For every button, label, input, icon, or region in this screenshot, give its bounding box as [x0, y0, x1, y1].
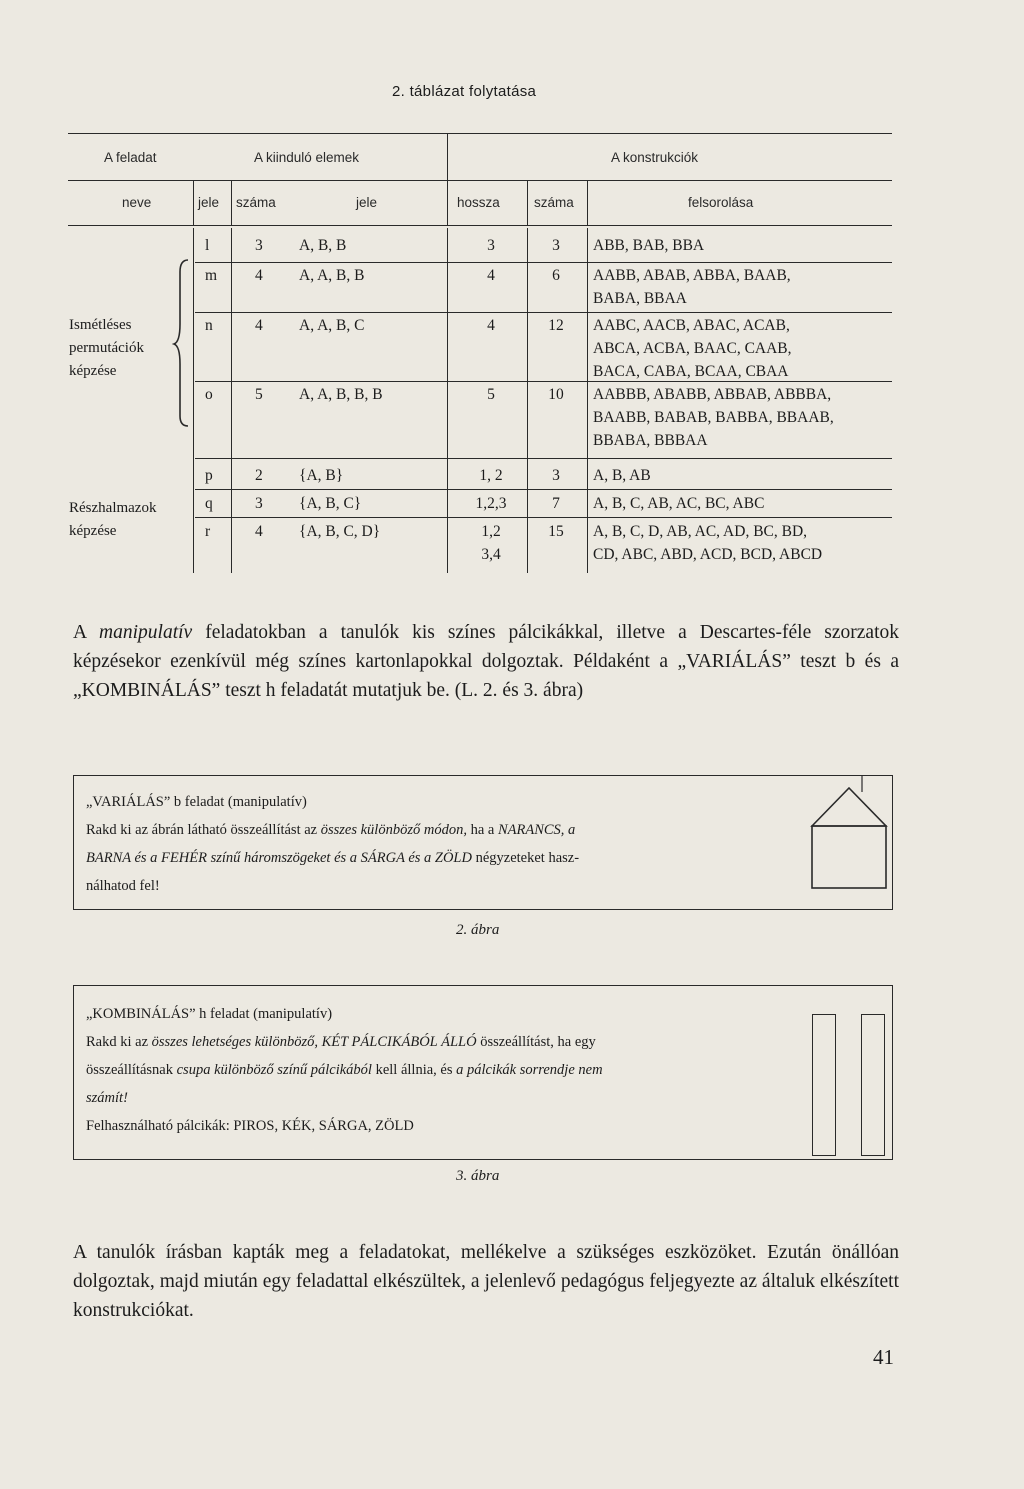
row-jele: r: [205, 523, 211, 540]
italic-run: összes különböző módon,: [320, 822, 467, 838]
column-divider: [447, 228, 448, 573]
row-jele: o: [205, 386, 213, 403]
row-felsorolas: ABCA, ACBA, BAAC, CAAB,: [593, 340, 792, 357]
row-szama: 4: [255, 317, 263, 334]
variacio-task-box: [73, 775, 893, 910]
row-szama: 4: [255, 523, 263, 540]
row-elemek: A, A, B, C: [299, 317, 365, 334]
text-run: négyzeteket hasz-: [471, 850, 580, 866]
row-hossza: 4: [487, 317, 495, 334]
text-run: „KOMBINÁLÁS” h feladat (manipulatív): [86, 1006, 333, 1022]
row-felsorolas: BBABA, BBBAA: [593, 432, 708, 449]
text-run: A tanulók írásban kapták meg a feladatokat, mellékelve a szükséges eszközöket. Ezután önállóan dolgoztak, majd miután egy feladattal elkészültek, a jelenlevő pedagógus feljegyezte az általuk elkészített konstrukciókat.: [73, 1242, 899, 1321]
row-felsorolas: BABA, BBAA: [593, 290, 687, 307]
italic-run: csupa különböző színű pálcikából: [176, 1062, 372, 1078]
box-line: [86, 816, 575, 844]
italic-run: összes lehetséges különböző, KÉT PÁLCIKÁBÓL ÁLLÓ: [151, 1034, 477, 1050]
row-jele: n: [205, 317, 213, 334]
row-szama: 3: [255, 495, 263, 512]
row-felsorolas: BACA, CABA, BCAA, CBAA: [593, 363, 789, 380]
italic-run: BARNA és a FEHÉR színű háromszögeket és a SÁRGA és a ZÖLD: [86, 850, 472, 866]
box-line: [86, 1084, 128, 1112]
row-konstr-szama: 12: [548, 317, 564, 334]
closing-paragraph: [73, 1238, 899, 1325]
header-neve: neve: [122, 195, 152, 210]
column-divider: [231, 228, 232, 573]
box-line: [86, 1028, 596, 1056]
text-run: feladatokban a tanulók kis színes pálcikákkal, illetve a Descartes-féle szorzatok képzésekor ezenkívül még színes kartonlapokkal dolgoztak. Példaként a „VARIÁLÁS” teszt b és a „KOMBINÁLÁS” teszt h feladatát mutatjuk be. (L. 2. és 3. ábra): [73, 622, 899, 701]
row-felsorolas: BAABB, BABAB, BABBA, BBAAB,: [593, 409, 834, 426]
row-elemek: {A, B, C}: [299, 495, 362, 512]
text-run: Rakd ki az: [86, 1034, 152, 1050]
text-run: Rakd ki az ábrán látható összeállítást az: [86, 822, 321, 838]
column-divider: [527, 228, 528, 573]
row-hossza: 3: [487, 237, 495, 254]
row-szama: 5: [255, 386, 263, 403]
figure-3-caption: 3. ábra: [456, 1168, 500, 1184]
row-konstr-szama: 15: [548, 523, 564, 540]
row-elemek: A, B, B: [299, 237, 347, 254]
row-szama: 3: [255, 237, 263, 254]
header-konstrukciok: A konstrukciók: [611, 150, 699, 165]
text-run: összeállításnak: [86, 1062, 177, 1078]
box-line: [86, 872, 160, 900]
row-jele: l: [205, 237, 210, 254]
italic-run: a pálcikák sorrendje nem: [456, 1062, 603, 1078]
row-jele: m: [205, 267, 218, 284]
row-felsorolas: CD, ABC, ABD, ACD, BCD, ABCD: [593, 546, 823, 563]
intro-paragraph: [73, 618, 899, 705]
column-divider: [587, 228, 588, 573]
figure-2-caption: 2. ábra: [456, 922, 500, 938]
row-divider: [195, 312, 892, 313]
row-felsorolas: ABB, BAB, BBA: [593, 237, 705, 254]
row-divider: [195, 381, 892, 382]
header-jele: jele: [198, 195, 220, 210]
text-run: A: [73, 622, 100, 643]
row-divider: [195, 262, 892, 263]
row-jele: p: [205, 467, 213, 484]
row-felsorolas: A, B, C, AB, AC, BC, ABC: [593, 495, 765, 512]
row-hossza: 5: [487, 386, 495, 403]
italic-run: számít!: [86, 1090, 128, 1106]
house-figure-icon: [804, 776, 894, 896]
box-line: [86, 844, 579, 872]
text-run: kell állnia, és: [371, 1062, 457, 1078]
row-divider: [195, 517, 892, 518]
box-line: [86, 1112, 414, 1140]
page-title: 2. táblázat folytatása: [392, 83, 537, 100]
row-felsorolas: A, B, C, D, AB, AC, AD, BC, BD,: [593, 523, 808, 540]
row-divider: [195, 489, 892, 490]
group-label-reszhalmazok: Részhalmazok képzése: [69, 500, 157, 539]
row-konstr-szama: 3: [552, 467, 560, 484]
row-elemek: {A, B, C, D}: [299, 523, 381, 540]
page-number: 41: [873, 1345, 894, 1369]
header-szama: száma: [236, 195, 276, 210]
box-line: [86, 1056, 603, 1084]
row-konstr-szama: 6: [552, 267, 560, 284]
row-felsorolas: AABC, AACB, ABAC, ACAB,: [593, 317, 790, 334]
text-run: ha a: [466, 822, 498, 838]
row-jele: q: [205, 495, 213, 512]
header-feladat: A feladat: [104, 150, 157, 165]
row-elemek: A, A, B, B: [299, 267, 365, 284]
row-szama: 4: [255, 267, 263, 284]
row-hossza: 1,2: [481, 523, 501, 540]
row-elemek: A, A, B, B, B: [299, 386, 383, 403]
row-konstr-szama: 10: [548, 386, 564, 403]
row-konstr-szama: 7: [552, 495, 560, 512]
box-line: [86, 788, 307, 816]
row-hossza: 3,4: [481, 546, 501, 563]
kombinacio-task-box: [73, 985, 893, 1160]
header-hossza: hossza: [457, 195, 500, 210]
italic-run: manipulatív: [99, 622, 193, 643]
stick-right-icon: [861, 1014, 885, 1156]
text-run: nálhatod fel!: [86, 878, 160, 894]
row-szama: 2: [255, 467, 263, 484]
row-felsorolas: A, B, AB: [593, 467, 651, 484]
stick-left-icon: [812, 1014, 836, 1156]
italic-run: NARANCS, a: [497, 822, 576, 838]
header-felsorolasa: felsorolása: [688, 195, 754, 210]
row-elemek: {A, B}: [299, 467, 344, 484]
row-felsorolas: AABBB, ABABB, ABBAB, ABBBA,: [593, 386, 832, 403]
box-line: [86, 1000, 332, 1028]
row-konstr-szama: 3: [552, 237, 560, 254]
header-kiindulo-elemek: A kiinduló elemek: [254, 150, 360, 165]
text-run: „VARIÁLÁS” b feladat (manipulatív): [86, 794, 307, 810]
group-label-ismetleses: Ismétléses permutációk képzése: [69, 317, 144, 379]
row-hossza: 1, 2: [479, 467, 503, 484]
row-hossza: 4: [487, 267, 495, 284]
row-felsorolas: AABB, ABAB, ABBA, BAAB,: [593, 267, 791, 284]
header-elem-jele: jele: [356, 195, 378, 210]
header-konstr-szama: száma: [534, 195, 574, 210]
text-run: összeállítást, ha egy: [476, 1034, 596, 1050]
text-run: Felhasználható pálcikák: PIROS, KÉK, SÁRGA, ZÖLD: [86, 1118, 414, 1134]
column-divider: [193, 228, 194, 573]
row-hossza: 1,2,3: [475, 495, 507, 512]
row-divider: [195, 458, 892, 459]
